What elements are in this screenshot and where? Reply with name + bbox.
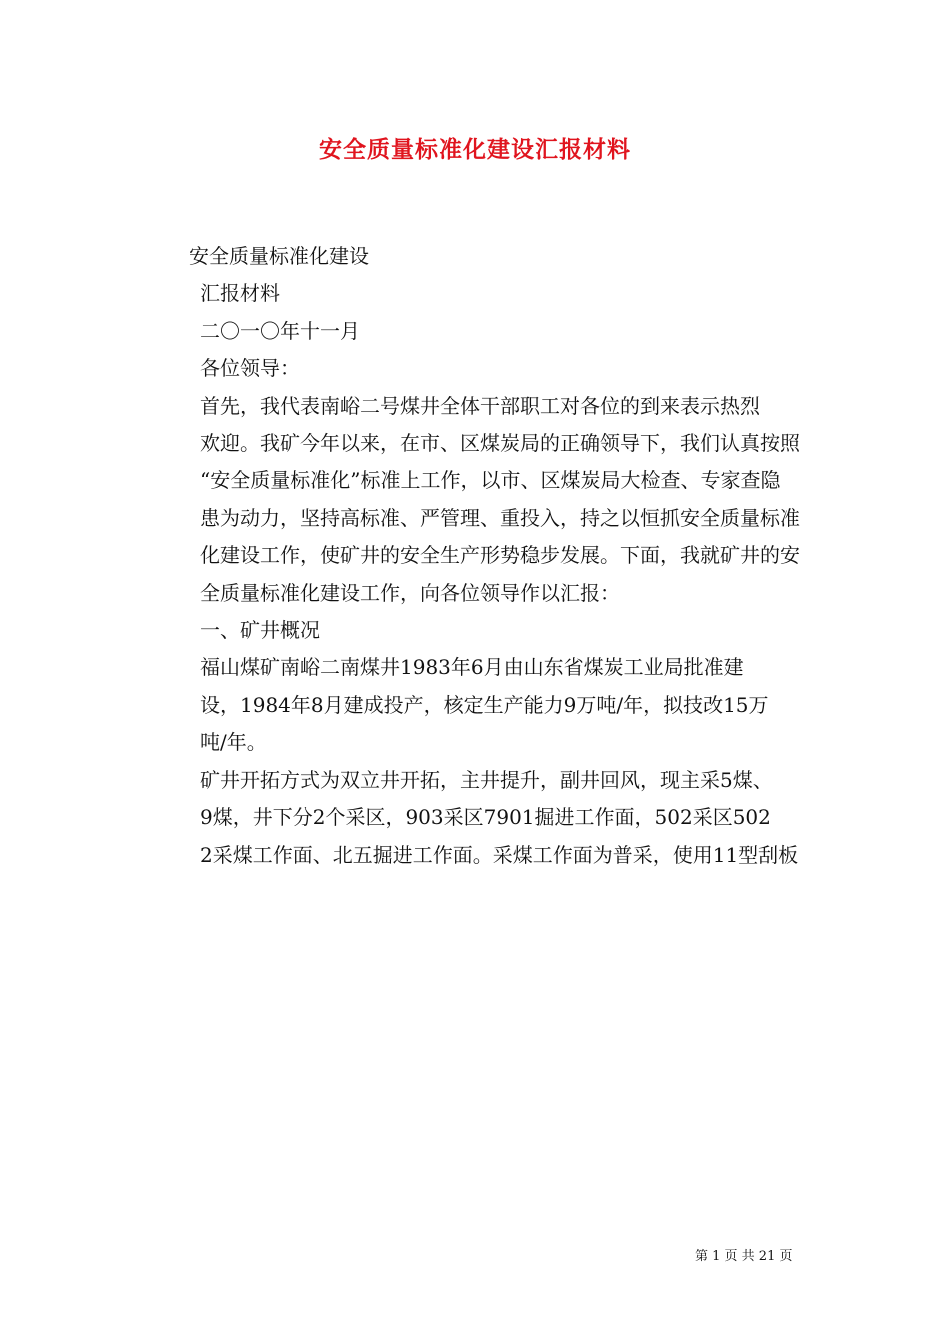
document-title: 安全质量标准化建设汇报材料 (319, 136, 631, 163)
paragraph: 福山煤矿南峪二南煤井1983年6月由山东省煤炭工业局批准建 (200, 655, 744, 680)
paragraph: 首先，我代表南峪二号煤井全体干部职工对各位的到来表示热烈 (200, 393, 760, 418)
paragraph: 汇报材料 (200, 281, 280, 306)
document-body (145, 238, 810, 874)
paragraph: 2采煤工作面、北五掘进工作面。采煤工作面为普采，使用11型刮板 (200, 842, 799, 867)
paragraph: 全质量标准化建设工作，向各位领导作以汇报： (200, 580, 620, 605)
paragraph: 9煤，井下分2个采区，903采区7901掘进工作面，502采区502 (200, 805, 771, 830)
page-number-footer: 第 1 页 共 21 页 (695, 1249, 793, 1264)
paragraph: 患为动力，坚持高标准、严管理、重投入，持之以恒抓安全质量标准 (200, 505, 800, 530)
paragraph: “安全质量标准化”标准上工作，以市、区煤炭局大检查、专家查隐 (200, 468, 781, 493)
paragraph: 欢迎。我矿今年以来，在市、区煤炭局的正确领导下，我们认真按照 (200, 431, 800, 456)
paragraph: 安全质量标准化建设 (189, 244, 369, 268)
paragraph: 矿井开拓方式为双立井开拓，主井提升，副井回风，现主采5煤、 (200, 767, 773, 792)
paragraph: 吨/年。 (200, 730, 267, 755)
paragraph: 二〇一〇年十一月 (200, 318, 360, 343)
paragraph: 各位领导： (200, 356, 300, 381)
paragraph: 一、矿井概况 (200, 618, 320, 643)
paragraph: 化建设工作，使矿井的安全生产形势稳步发展。下面，我就矿井的安 (200, 543, 800, 568)
paragraph: 设，1984年8月建成投产，核定生产能力9万吨/年，拟技改15万 (200, 692, 769, 717)
